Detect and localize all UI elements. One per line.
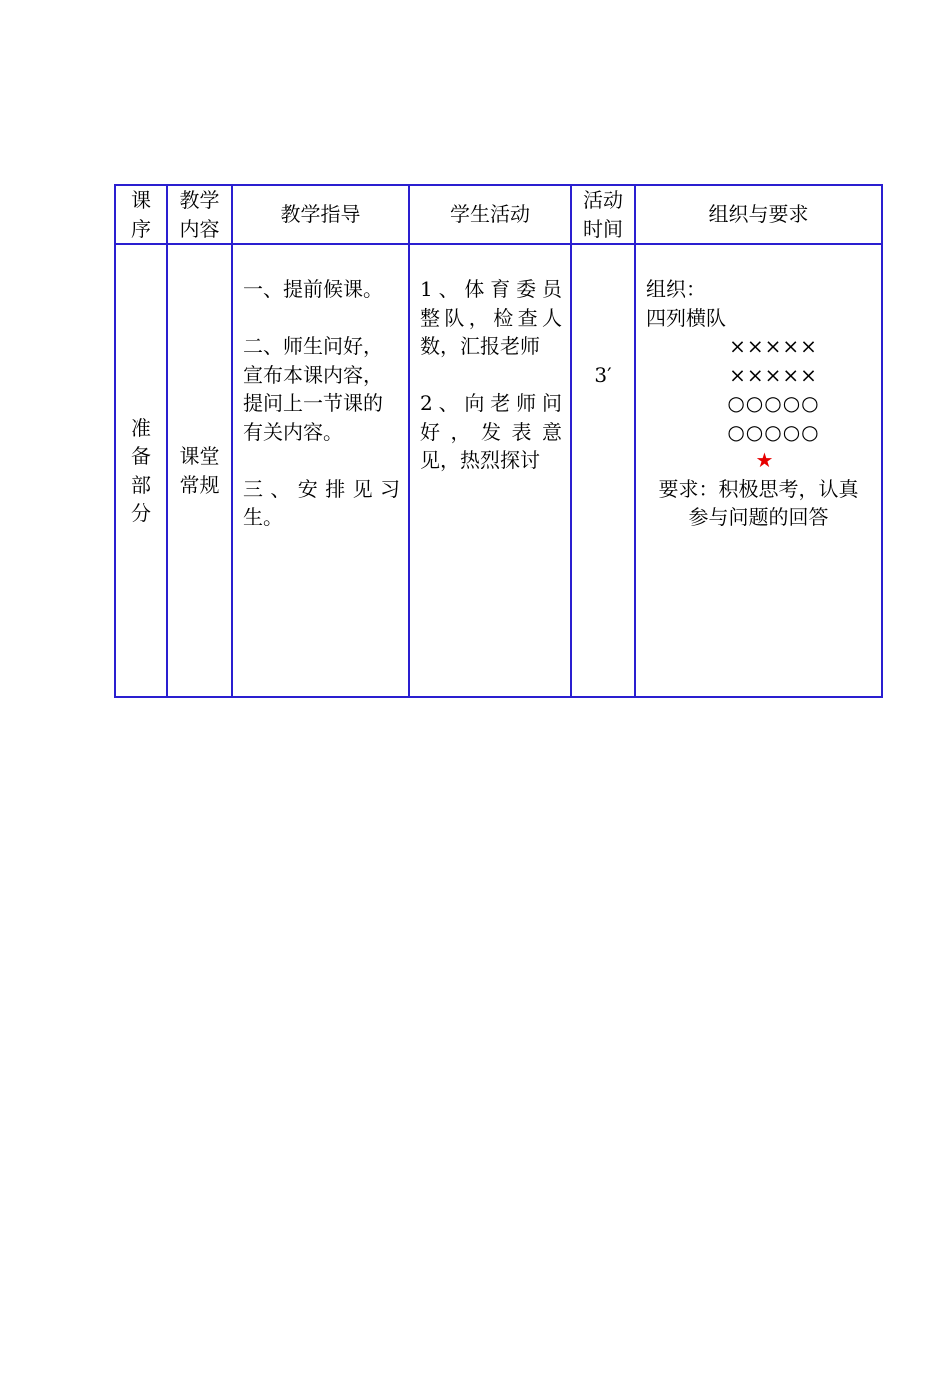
- formation-row: ×××××: [729, 362, 818, 387]
- header-content: 教学 内容: [167, 185, 232, 244]
- part-cell: 准 备 部 分: [115, 244, 167, 697]
- header-student-activity: 学生活动: [409, 185, 571, 244]
- formation-row: ○○○○○: [727, 419, 820, 444]
- formation-name: 四列横队: [646, 305, 726, 330]
- formation-row: ×××××: [729, 334, 818, 358]
- activity-step-1: 1、体育委员 整队，检查人 数，汇报老师: [420, 277, 562, 358]
- table-row: [115, 244, 882, 697]
- guidance-step-3: 三、安排见习 生。: [243, 476, 400, 529]
- content-cell: 课堂 常规: [167, 244, 232, 697]
- header-organization: 组织与要求: [635, 185, 882, 244]
- time-cell: 3′: [571, 244, 635, 697]
- teacher-star-icon: ★: [755, 448, 774, 472]
- organization-cell: [635, 244, 882, 697]
- requirement-text: 要求：积极思考，认真 参与问题的回答: [658, 476, 859, 529]
- header-lesson-order: 课 序: [115, 185, 167, 244]
- activity-step-2: 2、向老师问 好，发表意 见，热烈探讨: [420, 391, 562, 472]
- header-row: [115, 185, 882, 244]
- formation-row: ○○○○○: [727, 391, 820, 415]
- header-guidance: 教学指导: [232, 185, 409, 244]
- guidance-cell: [232, 244, 409, 697]
- student-activity-cell: [409, 244, 571, 697]
- guidance-step-1: 一、提前候课。: [243, 277, 383, 301]
- organization-label: 组织：: [646, 277, 706, 301]
- guidance-step-2: 二、师生问好， 宣布本课内容， 提问上一节课的 有关内容。: [243, 334, 383, 444]
- lesson-plan-table: [114, 184, 883, 698]
- header-time: 活动 时间: [571, 185, 635, 244]
